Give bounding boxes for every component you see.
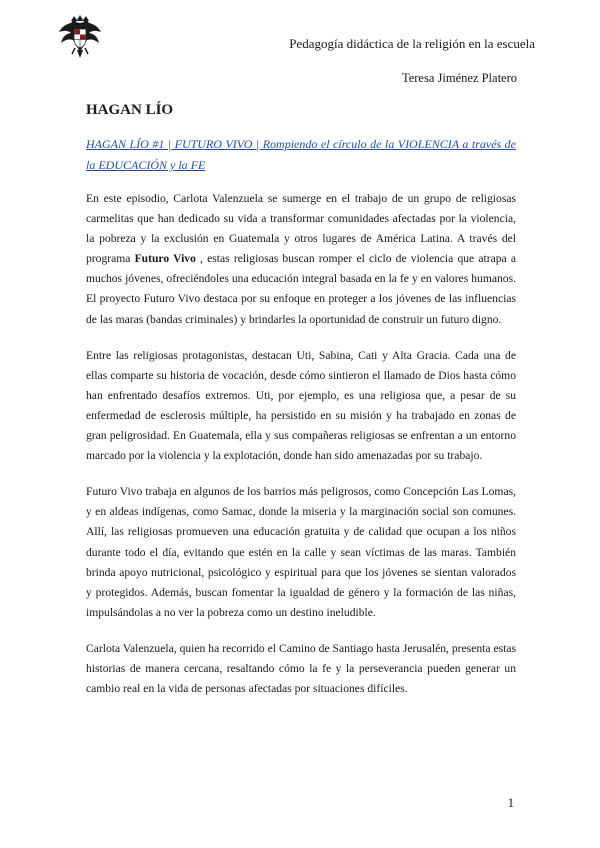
paragraph-1-text-before: En este episodio, Carlota Valenzuela se sumerge en el trabajo de un grupo de religiosas carmelitas que han dedicado su vida a transformar comunidades afectadas por la violencia, la pobreza y la exclusión en Guatemala y otros lugares de América Latina. A través del programa [86, 192, 516, 266]
header-title: Pedagogía didáctica de la religión en la escuela [289, 36, 535, 51]
page-number: 1 [507, 796, 514, 810]
document-title: HAGAN LÍO [86, 102, 174, 118]
paragraph-1-text-after: , estas religiosas buscan romper el ciclo de violencia que atrapa a muchos jóvenes, ofreciéndoles una educación integral basada en la fe y en valores humanos. El proyecto Futuro Vivo destaca por su enfoque en proteger a los jóvenes de las influencias de las maras (bandas criminales) y brindarles la oportunidad de construir un futuro digno. [86, 252, 516, 326]
paragraph-4: Carlota Valenzuela, quien ha recorrido el Camino de Santiago hasta Jerusalén, presenta estas historias de manera cercana, resaltando cómo la fe y la perseverancia pueden generar un cambio real en la vida de personas afectadas por situaciones difíciles. [86, 641, 516, 696]
header-author: Teresa Jiménez Platero [401, 71, 517, 85]
university-crest-icon [55, 12, 105, 62]
program-name-bold: Futuro Vivo [134, 252, 196, 266]
video-link[interactable]: HAGAN LÍO #1 | FUTURO VIVO | Rompiendo el círculo de la VIOLENCIA a través de la EDUCACIÓN y la FE [86, 137, 516, 172]
paragraph-2: Entre las religiosas protagonistas, destacan Uti, Sabina, Cati y Alta Gracia. Cada una de ellas comparte su historia de vocación, desde cómo sintieron el llamado de Dios hasta cómo han enfrentado desafíos extremos. Uti, por ejemplo, es una religiosa que, a pesar de su enfermedad de esclerosis múltiple, ha persistido en su misión y ha trabajado en zonas de gran peligrosidad. En Guatemala, ella y sus compañeras religiosas se enfrentan a un entorno marcado por la violencia y la explotación, donde han sido amenazadas por su trabajo. [86, 348, 516, 463]
paragraph-1 [86, 189, 516, 330]
paragraph-3: Futuro Vivo trabaja en algunos de los barrios más peligrosos, como Concepción Las Lomas, y en aldeas indígenas, como Samac, donde la miseria y la marginación social son comunes. Allí, las religiosas promueven una educación gratuita y de calidad que ocupan a los niños durante todo el día, evitando que estén en la calle y sean víctimas de las maras. También brinda apoyo nutricional, psicológico y espiritual para que los jóvenes se sientan valorados y protegidos. Además, buscan fomentar la igualdad de género y la formación de las niñas, impulsándolas a no ver la pobreza como un destino ineludible. [86, 485, 516, 619]
document-body [86, 100, 516, 699]
